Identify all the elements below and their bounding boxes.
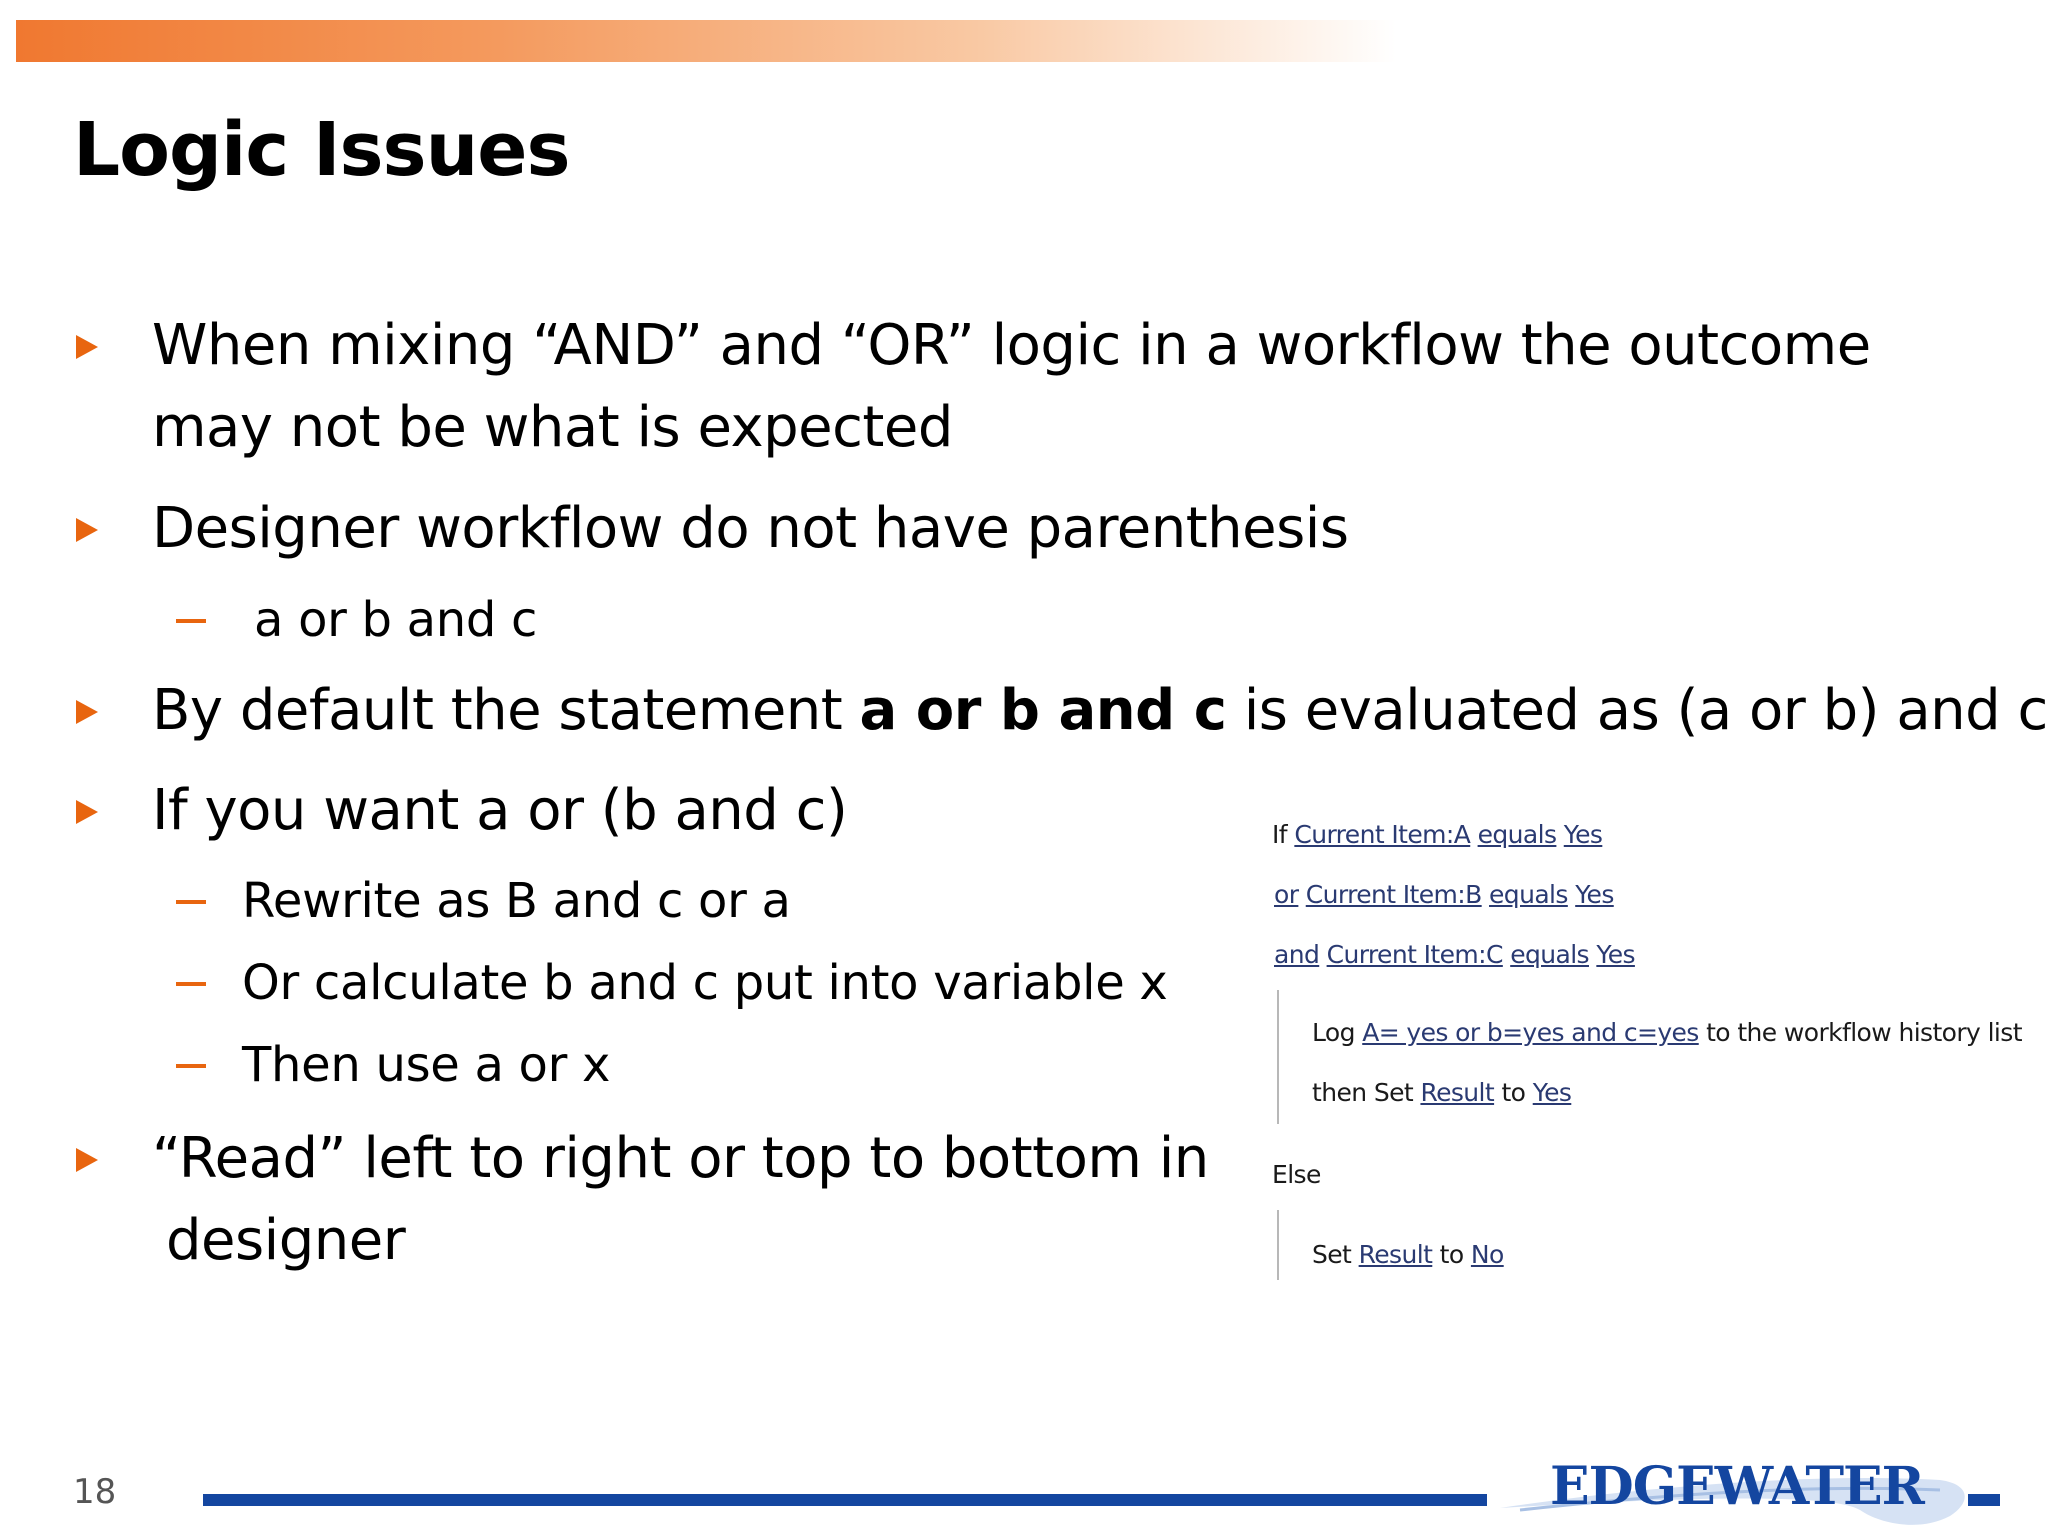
bullet-arrow-icon	[76, 1148, 98, 1172]
header-gradient-band	[16, 20, 1396, 62]
bullet-text	[152, 305, 2012, 469]
bullet-arrow-icon	[76, 800, 98, 824]
bullet-default-evaluation	[76, 670, 2048, 752]
bullet-text	[152, 1118, 1272, 1282]
and-keyword-link[interactable]: and	[1274, 940, 1320, 969]
then-branch-bar	[1277, 990, 1279, 1124]
condition-a-operator-link[interactable]: equals	[1477, 820, 1557, 849]
subbullet-text: a or b and c	[254, 592, 538, 648]
condition-row-b	[1274, 880, 1614, 909]
bullet-arrow-icon	[76, 518, 98, 542]
slide-title: Logic Issues	[73, 107, 570, 193]
to-keyword: to	[1439, 1240, 1464, 1269]
condition-a-field-link[interactable]: Current Item:A	[1294, 820, 1471, 849]
no-value-link[interactable]: No	[1470, 1240, 1504, 1269]
condition-row-c	[1274, 940, 1635, 969]
bullet-no-parenthesis	[76, 488, 2016, 570]
condition-row-a	[1272, 820, 1602, 849]
bullet-line: designer	[166, 1208, 406, 1273]
bullet-line: When mixing “AND” and “OR” logic in a workflow the outcome	[152, 313, 1871, 378]
bullet-text-bold: a or b and c	[859, 678, 1227, 743]
log-action-row	[1312, 1018, 2022, 1047]
dash-icon	[176, 619, 206, 623]
condition-c-operator-link[interactable]: equals	[1510, 940, 1589, 969]
bullet-text-post: is evaluated as (a or b) and c	[1226, 678, 2048, 743]
dash-icon	[176, 982, 206, 986]
bullet-arrow-icon	[76, 700, 98, 724]
page-number: 18	[73, 1472, 117, 1512]
condition-b-operator-link[interactable]: equals	[1489, 880, 1568, 909]
footer-rule-end	[1968, 1494, 2000, 1506]
if-keyword: If	[1272, 820, 1287, 849]
designer-workflow-snippet	[1262, 800, 2042, 1300]
log-keyword: Log	[1312, 1018, 1355, 1047]
subbullet-text: Then use a or x	[242, 1037, 611, 1093]
condition-c-value-link[interactable]: Yes	[1596, 940, 1635, 969]
else-row: Else	[1272, 1160, 1321, 1189]
dash-icon	[176, 1064, 206, 1068]
bullet-read-order	[76, 1118, 1256, 1282]
bullet-line: may not be what is expected	[152, 395, 953, 460]
result-variable-link[interactable]: Result	[1358, 1240, 1433, 1269]
set-keyword: Set	[1312, 1240, 1352, 1269]
footer-rule	[203, 1494, 1487, 1506]
logo-wordmark: EDGEWATER	[1550, 1456, 1924, 1517]
bullet-text-pre: By default the statement	[152, 678, 860, 743]
bullet-arrow-icon	[76, 335, 98, 359]
subbullet-text: Or calculate b and c put into variable x	[242, 955, 1168, 1011]
bullet-text	[152, 670, 2048, 752]
bullet-text: Designer workflow do not have parenthesis	[152, 496, 1349, 561]
condition-b-field-link[interactable]: Current Item:B	[1305, 880, 1482, 909]
to-keyword: to	[1501, 1078, 1526, 1107]
then-set-keyword: then Set	[1312, 1078, 1414, 1107]
result-variable-link[interactable]: Result	[1420, 1078, 1495, 1107]
condition-a-value-link[interactable]: Yes	[1563, 820, 1603, 849]
dash-icon	[176, 900, 206, 904]
bullet-line: “Read” left to right or top to bottom in	[152, 1126, 1209, 1191]
yes-value-link[interactable]: Yes	[1532, 1078, 1572, 1107]
condition-b-value-link[interactable]: Yes	[1575, 880, 1614, 909]
else-branch-bar	[1277, 1210, 1279, 1280]
bullet-mixing-logic	[76, 305, 2016, 469]
set-no-action-row	[1312, 1240, 1504, 1269]
bullet-text: If you want a or (b and c)	[152, 778, 848, 843]
condition-c-field-link[interactable]: Current Item:C	[1326, 940, 1503, 969]
log-message-link[interactable]: A= yes or b=yes and c=yes	[1362, 1018, 1699, 1047]
or-keyword-link[interactable]: or	[1274, 880, 1299, 909]
edgewater-logo	[1500, 1450, 1970, 1530]
set-yes-action-row	[1312, 1078, 1571, 1107]
subbullet-text: Rewrite as B and c or a	[242, 873, 791, 929]
log-target-text: to the workflow history list	[1706, 1018, 2022, 1047]
